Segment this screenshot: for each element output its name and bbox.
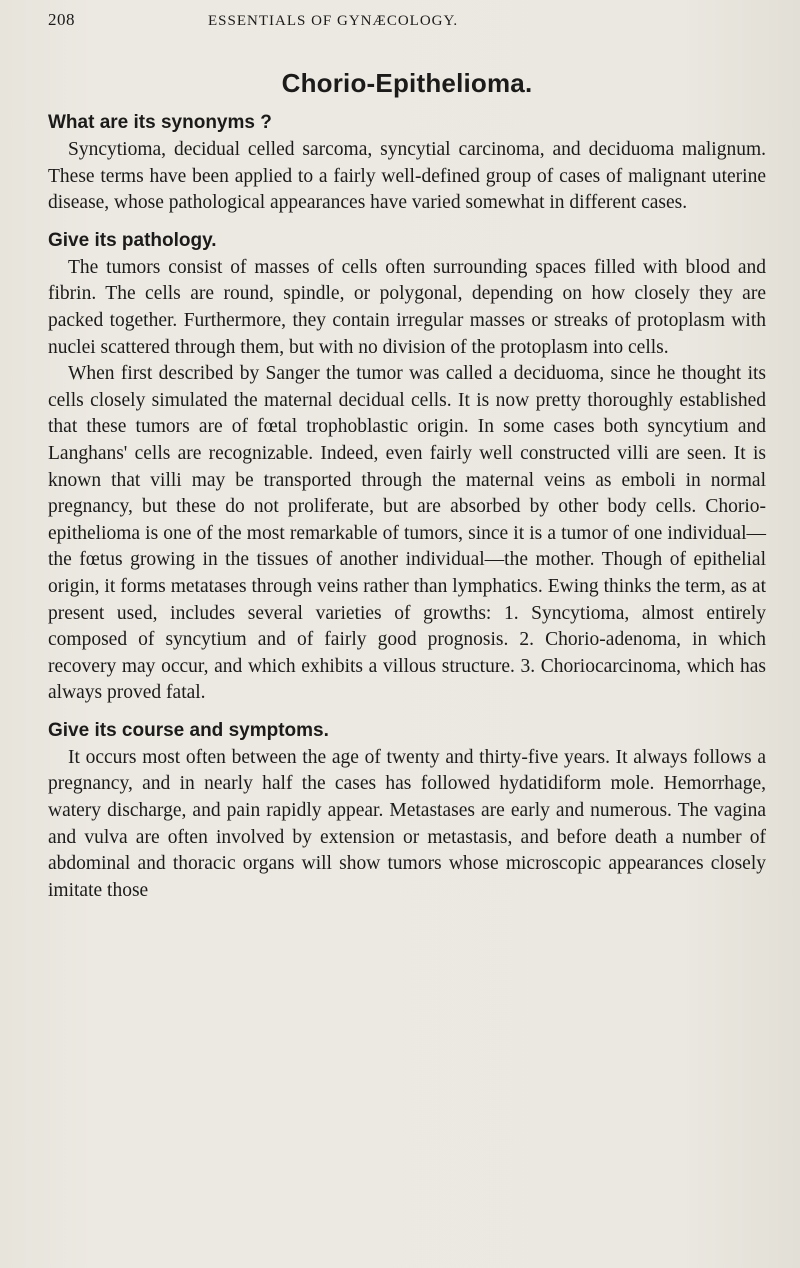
question-synonyms: What are its synonyms ? xyxy=(48,112,272,133)
answer-course-symptoms-paragraph: It occurs most often between the age of twenty and thirty-five years. It always follows a pregnancy, and in nearly half the cases has followed hydatidiform mole. Hemorrhage, watery discharge, and pain rapidly appear. Metastases are early and numerous. The vagina and vulva are often involved by extension or metastasis, and before death a number of abdominal and thoracic organs will show tumors whose microscopic appearances closely imitate those xyxy=(48,746,766,901)
chapter-title: Chorio-Epithelioma. xyxy=(281,68,533,98)
answer-synonyms-paragraph: Syncytioma, decidual celled sarcoma, syncytial carcinoma, and deciduoma malignum. These terms have been applied to a fairly well-defined group of cases of malignant uterine disease, whose pathological appearances have varied somewhat in different cases. xyxy=(48,139,766,214)
page-number: 208 xyxy=(48,10,75,29)
running-head xyxy=(48,10,766,46)
answer-pathology-paragraph-2: When first described by Sanger the tumor was called a deciduoma, since he thought its cells closely simulated the maternal decidual cells. It is now pretty thoroughly established that these tumors are of fœtal trophoblastic origin. In some cases both syncytium and Langhans' cells are recognizable. Indeed, even fairly well constructed villi are seen. It is known that villi may be transported through the maternal veins as emboli in normal pregnancy, but these do not proliferate, but are absorbed by other body cells. Chorio-epithelioma is one of the most remarkable of tumors, since it is a tumor of one individual—the fœtus growing in the tissues of another individual—the mother. Though of epithelial origin, it forms metatases through veins rather than lymphatics. Ewing thinks the term, as at present used, includes several varieties of growths: 1. Syncytioma, almost entirely composed of syncytium and of fairly good prognosis. 2. Chorio-adenoma, in which recovery may occur, and which exhibits a villous structure. 3. Choriocarcinoma, which has always proved fatal. xyxy=(48,363,766,704)
question-course-symptoms: Give its course and symptoms. xyxy=(48,719,329,741)
running-title: ESSENTIALS OF GYNÆCOLOGY. xyxy=(208,13,459,29)
question-pathology: Give its pathology. xyxy=(48,229,217,251)
answer-pathology-paragraph-1: The tumors consist of masses of cells often surrounding spaces filled with blood and fibrin. The cells are round, spindle, or polygonal, depending on how closely they are packed together. Furthermore, they contain irregular masses or streaks of protoplasm with nuclei scattered through them, but with no division of the protoplasm into cells. xyxy=(48,256,766,358)
